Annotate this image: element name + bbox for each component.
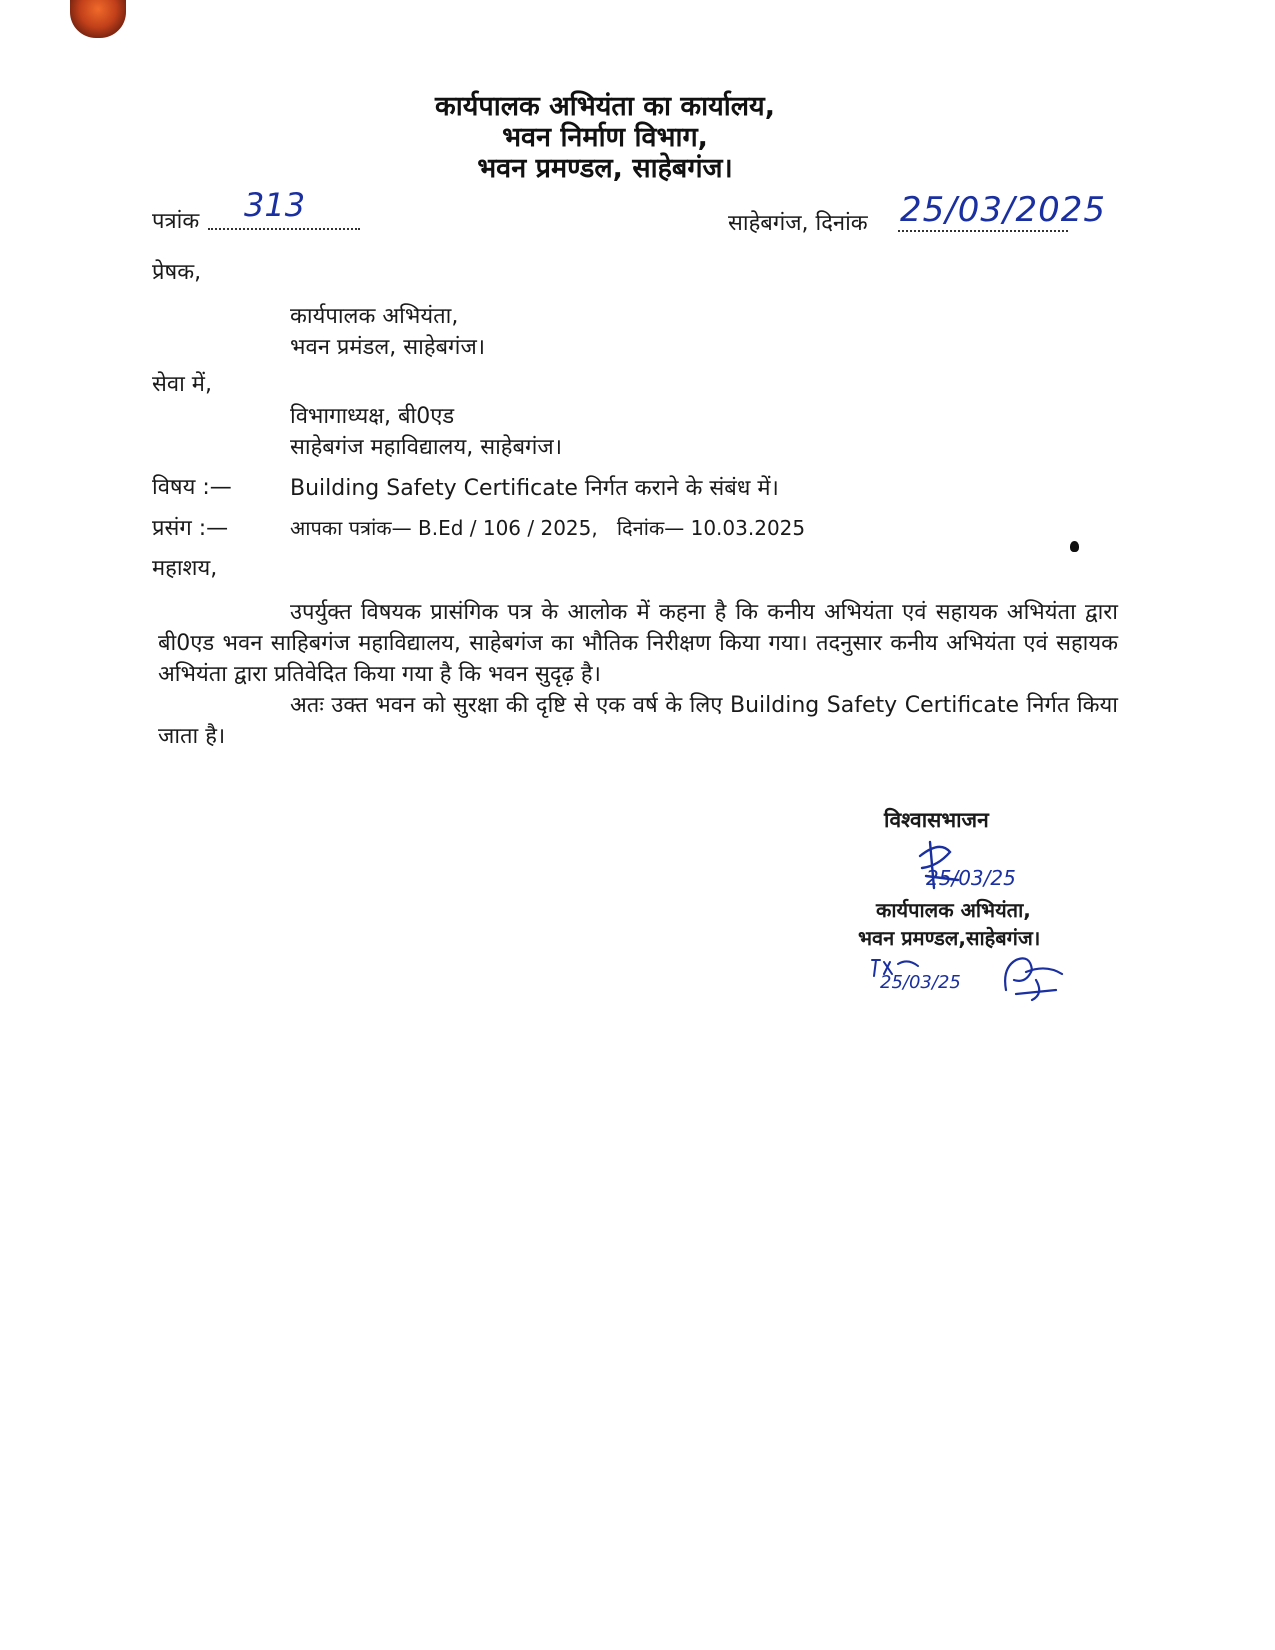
office-header-line1: कार्यपालक अभियंता का कार्यालय, bbox=[435, 91, 775, 122]
date-dotted-line bbox=[898, 230, 1068, 232]
reference-text: आपका पत्रांक— B.Ed / 106 / 2025, दिनांक— 10.03.2025 bbox=[290, 516, 806, 540]
signatory-title-2: भवन प्रमण्डल,साहेबगंज। bbox=[858, 926, 1041, 950]
recipient-label: सेवा में, bbox=[152, 372, 212, 397]
body-paragraph-2: अतः उक्त भवन को सुरक्षा की दृष्टि से एक वर्ष के लिए Building Safety Certificate निर्गत किया जाता है। bbox=[158, 693, 1118, 749]
sender-label: प्रेषक, bbox=[152, 260, 202, 285]
office-header-line3: भवन प्रमण्डल, साहेबगंज। bbox=[477, 153, 733, 184]
recipient-line2: साहेबगंज महाविद्यालय, साहेबगंज। bbox=[290, 435, 563, 460]
sender-line2: भवन प्रमंडल, साहेबगंज। bbox=[290, 335, 486, 360]
body-paragraph-1: उपर्युक्त विषयक प्रासंगिक पत्र के आलोक में कहना है कि कनीय अभियंता एवं सहायक अभियंता द्वारा बी0एड भवन साहिबगंज महाविद्यालय, साहेबगंज का भौतिक निरीक्षण किया गया। तदनुसार कनीय अभियंता एवं सहायक अभियंता द्वारा प्रतिवेदित किया गया है कि भवन सुदृढ़ है। bbox=[158, 600, 1118, 687]
letter-no-value: 313 bbox=[244, 186, 306, 224]
subject-text: Building Safety Certificate निर्गत कराने के संबंध में। bbox=[290, 476, 779, 501]
initials-date: 25/03/25 bbox=[880, 972, 961, 993]
office-header-line2: भवन निर्माण विभाग, bbox=[502, 122, 708, 153]
second-signature-scribble bbox=[996, 950, 1068, 1006]
ink-speck bbox=[1070, 541, 1079, 552]
salutation: महाशय, bbox=[152, 556, 218, 581]
closing-text: विश्वासभाजन bbox=[884, 808, 989, 832]
reference-label: प्रसंग :— bbox=[152, 516, 229, 541]
red-stamp-mark bbox=[70, 0, 126, 38]
letter-no-label: पत्रांक bbox=[152, 209, 200, 234]
date-value: 25/03/2025 bbox=[900, 190, 1106, 230]
subject-label: विषय :— bbox=[152, 475, 232, 500]
signatory-title-1: कार्यपालक अभियंता, bbox=[876, 898, 1031, 922]
recipient-line1: विभागाध्यक्ष, बी0एड bbox=[290, 404, 455, 429]
letter-no-dotted-line bbox=[208, 228, 360, 230]
sender-line1: कार्यपालक अभियंता, bbox=[290, 304, 459, 329]
signed-date: 25/03/25 bbox=[926, 866, 1016, 890]
date-label: साहेबगंज, दिनांक bbox=[728, 211, 868, 236]
